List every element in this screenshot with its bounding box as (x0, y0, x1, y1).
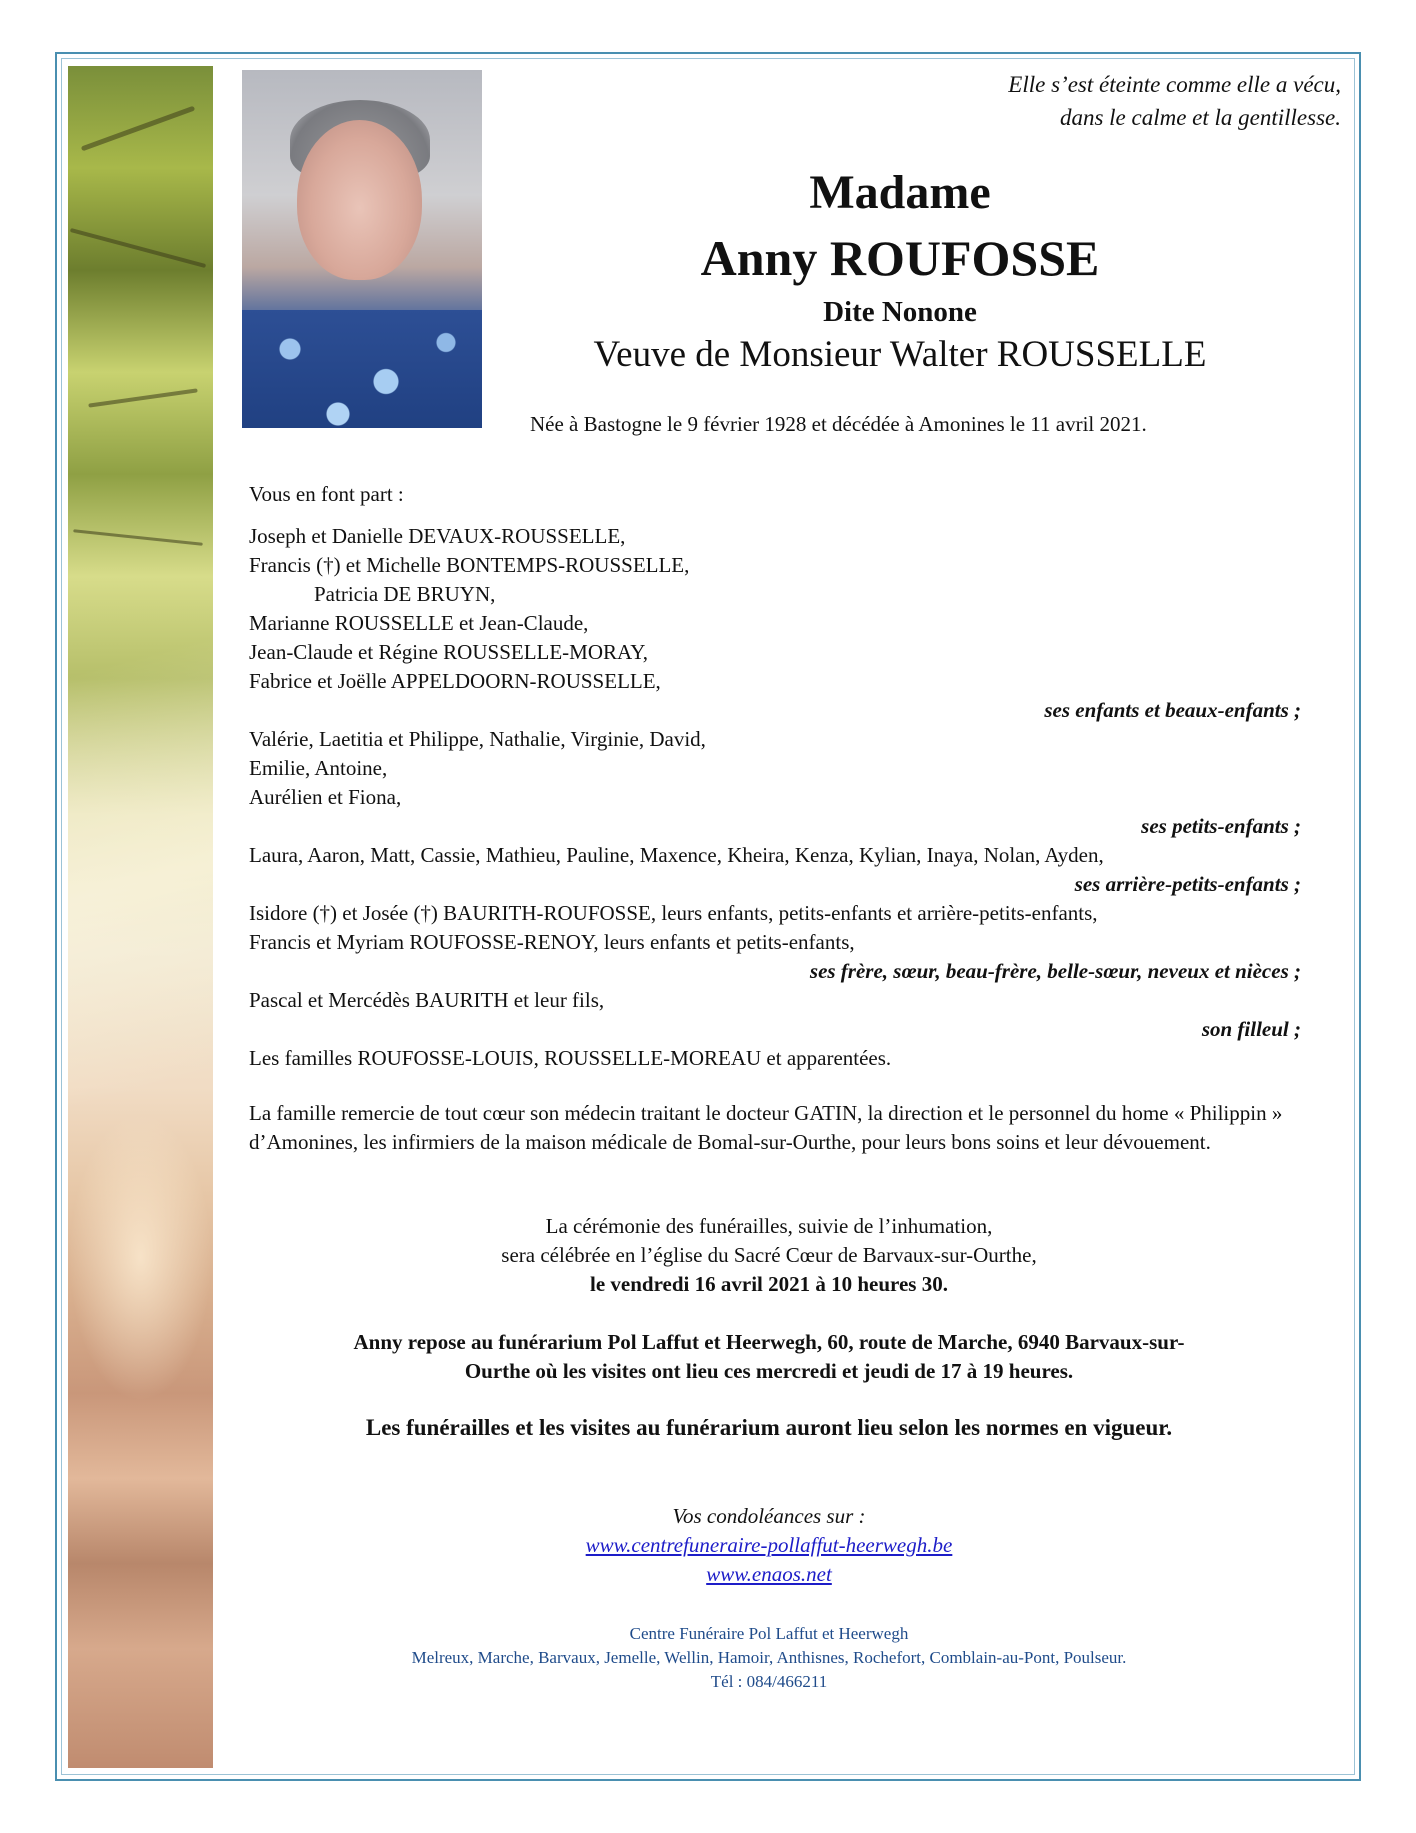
rest-line-2: Ourthe où les visites ont lieu ces mercredi et jeudi de 17 à 19 heures. (464, 1359, 1074, 1383)
children-role: ses enfants et beaux-enfants ; (1044, 698, 1301, 722)
honorific: Madame (809, 166, 991, 219)
epigraph-line-1: Elle s’est éteinte comme elle a vécu, (1008, 72, 1341, 97)
nickname: Dite Nonone (823, 296, 977, 328)
portrait-photo (242, 70, 482, 428)
company-phone: Tél : 084/466211 (710, 1672, 828, 1691)
deceased-name: Anny ROUFOSSE (700, 230, 1100, 286)
godson-line: Pascal et Mercédès BAURITH et leur fils, (249, 988, 605, 1012)
condolences-link-enaos[interactable]: www.enaos.net (706, 1562, 832, 1586)
sibling-line: Isidore (†) et Josée (†) BAURITH-ROUFOSSE, leurs enfants, petits-enfants et arrière-petits-enfants, (249, 901, 1098, 925)
grandchild-line: Emilie, Antoine, (249, 756, 388, 780)
birth-death-dates: Née à Bastogne le 9 février 1928 et décédée à Amonines le 11 avril 2021. (530, 412, 1147, 436)
child-line: Fabrice et Joëlle APPELDOORN-ROUSSELLE, (249, 669, 661, 693)
grandchild-line: Aurélien et Fiona, (249, 785, 402, 809)
widow-of: Veuve de Monsieur Walter ROUSSELLE (593, 334, 1207, 375)
ceremony-date: le vendredi 16 avril 2021 à 10 heures 30. (590, 1272, 948, 1296)
child-line: Francis (†) et Michelle BONTEMPS-ROUSSELLE, (249, 553, 690, 577)
child-line: Joseph et Danielle DEVAUX-ROUSSELLE, (249, 524, 626, 548)
ceremony-line-1: La cérémonie des funérailles, suivie de l’inhumation, (545, 1214, 993, 1238)
company-locations: Melreux, Marche, Barvaux, Jemelle, Wellin, Hamoir, Anthisnes, Rochefort, Comblain-au-Pont, Poulseur. (411, 1648, 1127, 1667)
grandchild-line: Valérie, Laetitia et Philippe, Nathalie, Virginie, David, (249, 727, 706, 751)
intro-text: Vous en font part : (249, 482, 404, 506)
grandchildren-role: ses petits-enfants ; (1141, 814, 1301, 838)
great-grandchildren-line: Laura, Aaron, Matt, Cassie, Mathieu, Pauline, Maxence, Kheira, Kenza, Kylian, Inaya, Nolan, Ayden, (249, 843, 1104, 867)
child-line: Marianne ROUSSELLE et Jean-Claude, (249, 611, 589, 635)
norms-notice: Les funérailles et les visites au funérarium auront lieu selon les normes en vigueur. (365, 1415, 1173, 1440)
godson-role: son filleul ; (1201, 1017, 1301, 1041)
rest-line-1: Anny repose au funérarium Pol Laffut et Heerwegh, 60, route de Marche, 6940 Barvaux-sur- (353, 1330, 1185, 1354)
child-line: Patricia DE BRUYN, (314, 582, 496, 606)
condolences-link-funeral-center[interactable]: www.centrefuneraire-pollaffut-heerwegh.be (585, 1533, 953, 1557)
siblings-role: ses frère, sœur, beau-frère, belle-sœur, neveux et nièces ; (809, 959, 1301, 983)
families-line: Les familles ROUFOSSE-LOUIS, ROUSSELLE-MOREAU et apparentées. (249, 1046, 892, 1070)
condolences-label: Vos condoléances sur : (672, 1504, 866, 1528)
epigraph-line-2: dans le calme et la gentillesse. (1059, 105, 1341, 130)
company-name: Centre Funéraire Pol Laffut et Heerwegh (629, 1624, 909, 1643)
decorative-forest-path-image (68, 66, 213, 1768)
great-grandchildren-role: ses arrière-petits-enfants ; (1074, 872, 1301, 896)
epigraph (1008, 68, 1341, 134)
sibling-line: Francis et Myriam ROUFOSSE-RENOY, leurs enfants et petits-enfants, (249, 930, 855, 954)
ceremony-line-2: sera célébrée en l’église du Sacré Cœur de Barvaux-sur-Ourthe, (501, 1243, 1037, 1267)
child-line: Jean-Claude et Régine ROUSSELLE-MORAY, (249, 640, 648, 664)
thanks-paragraph: La famille remercie de tout cœur son médecin traitant le docteur GATIN, la direction et le personnel du home « Philippin » d’Amonines, les infirmiers de la maison médicale de Bomal-sur-Ourthe, pour leurs bons soins et leur dévouement. (249, 1101, 1283, 1154)
